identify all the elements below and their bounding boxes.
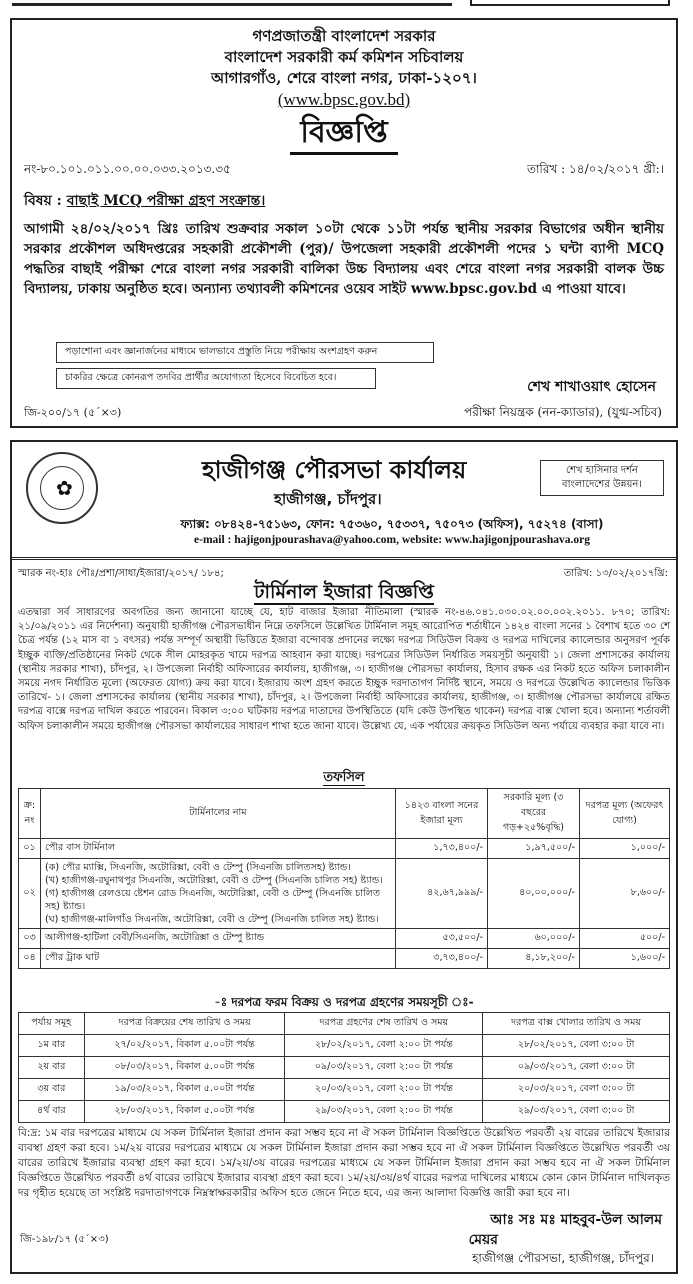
row-gov: ৬০,০০০/- [488,929,580,949]
row-gov: ১,৯৭,৫০০/- [488,839,580,859]
row-prev: ৫৩,৫০০/- [396,929,488,949]
bpsc-note-lobbying: চাকরির ক্ষেত্রে কোনরূপ তদবির প্রার্থীর অযোগ্যতা হিসেবে বিবেচিত হবে। [56,368,376,389]
row-name: পৌর বাস টার্মিনাল [41,839,396,859]
office-location: হাজীগঞ্জ, চাঁদপুর। [274,490,382,508]
row-sl: ০৪ [19,949,41,969]
cell-sale: ১৯/০৩/২০১৭, বিকাল ৫.০০টা পর্যন্ত [84,1079,285,1101]
row-fee: ১,০০০/- [580,839,670,859]
bpsc-signer-title: পরীক্ষা নিয়ন্ত্রক (নন-ক্যাডার), (যুগ্ম-সচিব) [464,405,662,419]
col-phase: পর্যায় সমূহ [19,1013,85,1035]
hajiganj-ad-code: জি-১৯৮/১৭ (৫´×৩) [20,1234,109,1245]
previous-ad-border [12,0,452,6]
bpsc-ad-code: জি-২০০/১৭ (৫´×৩) [24,406,122,419]
subject-prefix: বিষয় : [24,193,67,209]
bpsc-memo-no: নং-৮০.১০১.০১১.০০.০০.০৩৩.২০১৩.৩৫ [24,162,231,176]
notice-date: তারিখ: ১৩/০২/২০১৭খ্রি: [563,568,668,579]
slogan-box: শেখ হাসিনার দর্শন বাংলাদেশের উন্নয়ন। [540,460,664,496]
row-sl: ০১ [19,839,41,859]
row-sl: ০২ [19,859,41,929]
col-sl: ক্র: নং [19,789,41,839]
table-row [19,1057,670,1079]
col-sale-deadline: দরপত্র বিক্রয়ের শেষ তারিখ ও সময় [84,1013,285,1035]
row-prev: ৩,৭৩,৪০০/- [396,949,488,969]
schedule-table-header [19,1013,670,1035]
row-sl: ০৩ [19,929,41,949]
tender-schedule-heading: -ঃ দরপত্র ফরম বিক্রয় ও দরপত্র গ্রহণের সময়সূচী ঃ- [214,995,474,1009]
table-row [19,1079,670,1101]
row-name: (গ) হাজীগঞ্জ রেলওয়ে ষ্টেশন রোড সিএনজি, অটোরিক্সা, বেবী ও টেম্পু (সিএনজি চালিত সহ) ষ্ট্যান্ড। [45,888,380,912]
row-fee: ৮,৬০০/- [580,859,670,929]
cell-open: ২০/০৩/২০১৭, বেলা ৩:০০ টা [483,1079,670,1101]
row-name: (খ) হাজীগঞ্জ-রঘুনাথপুর সিএনজি, অটোরিক্সা, বেবী ও টেম্পু (সিএনজি চালিত সহ) ষ্ট্যান্ড। [45,875,383,886]
hajiganj-notice [10,440,678,1274]
previous-ad-box [470,0,670,6]
cell-phase: ১ম বার [19,1035,85,1057]
cell-phase: ৩য় বার [19,1079,85,1101]
col-terminal-name: টার্মিনালের নাম [41,789,396,839]
bpsc-title-wrap [12,114,676,155]
mayor-name: আঃ সঃ মঃ মাহবুব-উল আলম [490,1212,662,1228]
row-prev: ১,৭৩,৪০০/- [396,839,488,859]
cell-sale: ০৮/০৩/২০১৭, বিকাল ৫.০০টা পর্যন্ত [84,1057,285,1079]
cell-open: ০৯/০৩/২০১৭, বেলা ৩:০০ টা [483,1057,670,1079]
row-prev: ৪২,৬৭,৯৯৯/- [396,859,488,929]
bpsc-notice-title: বিজ্ঞপ্তি [290,114,397,155]
tender-body: এতদ্বারা সর্ব সাধারণের অবগতির জন্য জানানো যাচ্ছে যে, হাট বাজার ইজারা নীতিমালা (স্মারক নং-৪৬.০৪১.০৩০.০২.০০.০০২.২০১১. ৮৭০; তারিখ: ২১/০৯/২০১১ এর নির্দেশনা) অনুযায়ী হাজীগঞ্জ পৌরসভাধীন নিম্নে তফসিলে উল্লেখিত টার্মিনাল সমূহ আরোপিত শর্তাধীনে ১৪২৪ বাংলা সনের ১ বৈশাখ হতে ৩০ শে চৈত্র পর্যন্ত (১২ মাস বা ১ বৎসর) পর্যন্ত সম্পূর্ণ অস্থায়ী ভিত্তিতে ইজারা বন্দোবস্ত প্রদানের লক্ষ্যে দরপত্র সিডিউল বিক্রয় ও দরপত্র দাখিলের ক্যালেন্ডার অনুসরণ পূর্বক ইচ্ছুক ব্যক্তি/প্রতিষ্ঠানের নিকট থেকে সীল মোহরকৃত খামে দরপত্র আহবান করা যাচ্ছে। দরপত্রের সিডিউল নির্ধারিত সময়সূচী অনুযায়ী ১। জেলা প্রশাসকের কার্যালয় (স্থানীয় সরকার শাখা), চাঁদপুর, ২। উপজেলা নির্বাহী অফিসারের কার্যালয়, হাজীগঞ্জ, ৩। হাজীগঞ্জ পৌরসভা কার্যালয়, হিসাব রক্ষক এর নিকট হতে অফিস চলাকালীন সময়ে নগদ নির্ধারিত মূল্যে (অফেরত যোগ্য) ক্রয় করা যাবে। ইজারায় অংশ গ্রহণ করতে ইচ্ছুক দরদাতাগণ নির্দিষ্ট স্থানে, সময়ে ও দরপত্রে উল্লেখিত ক্যালেন্ডার ভিত্তিক তারিখে- ১। জেলা প্রশাসকের কার্যালয় (স্থানীয় সরকার শাখা), চাঁদপুর, ২। উপজেলা নির্বাহী অফিসারের কার্যালয়, হাজীগঞ্জ, ৩। হাজীগঞ্জ পৌরসভা কার্যালয়ে রক্ষিত দরপত্র বাক্সে দরপত্র দাখিল করতে পারবেন। বিকাল ৩:০০ ঘটিকায় দরপত্র দাতাদের উপস্থিতিতে (যদি কেউ উপস্থিত থাকেন) দরপত্র বাক্স খোলা হবে। অন্যান্য শর্তাবলী অফিস চলাকালীন সময়ে হাজীগঞ্জ পৌরসভা কার্যালয়ের সাধারণ শাখা হতে জানা যাবে। উল্লেখ্য যে, এক পর্যায়ের ক্রয়কৃত সিডিউল অন্য পর্যায়ে ব্যবহার করা যাবে না। [18,607,670,732]
mayor-office: হাজীগঞ্জ পৌরসভা, হাজীগঞ্জ, চাঁদপুর। [472,1251,654,1265]
row-name: (ঘ) হাজীগঞ্জ-মালিগাঁও সিএনজি, অটোরিক্সা, বেবী ও টেম্পু (সিএনজি চালিত সহ) ষ্ট্যান্ড। [45,914,379,925]
mayor-role: মেয়র [468,1232,498,1248]
table-row [19,929,670,949]
contact-phone: ফ্যাক্স: ০৮৪২৪-৭৫১৬৩, ফোন: ৭৫৩৬০, ৭৫৩৩৭, ৭৫০৭৩ (অফিস), ৭৫২৭৪ (বাসা) [180,517,604,531]
bpsc-body: আগামী ২৪/০২/২০১৭ খ্রিঃ তারিখ শুক্রবার সকাল ১০টা থেকে ১১টা পর্যন্ত স্থানীয় সরকার বিভাগের অধীন স্থানীয় সরকার প্রকৌশল অধিদপ্তরের সহকারী প্রকৌশলী (পুর)/ উপজেলা সহকারী প্রকৌশলী পদের ১ ঘন্টা ব্যাপী MCQ পদ্ধতির বাছাই পরীক্ষা শেরে বাংলা নগর সরকারী বালিকা উচ্চ বিদ্যালয় এবং শেরে বাংলা নগর সরকারী বালক উচ্চ বিদ্যালয়, ঢাকায় অনুষ্ঠিত হবে। অন্যান্য তথ্যাবলী কমিশনের ওয়েব সাইট www.bpsc.gov.bd এ পাওয়া যাবে। [24,221,664,297]
col-gov-price: সরকারি মূল্য (৩ বছরের গড়+২৫%বৃদ্ধি) [488,789,580,839]
bpsc-subject [12,181,676,213]
office-name: হাজীগঞ্জ পৌরসভা কার্যালয় [202,456,467,484]
row-name-list [41,859,396,929]
table-row [19,949,670,969]
row-gov: ৪০,০০,০০০/- [488,859,580,929]
schedule-heading: তফসিল [323,770,365,785]
bpsc-memo-row [12,155,676,181]
header-line-1: গণপ্রজাতন্ত্রী বাংলাদেশ সরকার [252,27,436,45]
pourashava-logo [26,452,98,524]
memo-no: স্মারক নং-হাঃ পৌঃ/প্রশা/সাধা/ইজারা/২০১৭/ ১৮৪; [18,568,224,579]
schedule-heading-wrap [12,768,676,789]
cell-submit: ২০/০৩/২০১৭, বেলা ২:০০ টা পর্যন্ত [285,1079,483,1101]
bpsc-signer: শেখ শাখাওয়াৎ হোসেন [527,379,656,395]
header-line-3: আগারগাঁও, শেরে বাংলা নগর, ঢাকা-১২০৭। [211,69,477,87]
cell-phase: ২য় বার [19,1057,85,1079]
col-submission-deadline: দরপত্র গ্রহণের শেষ তারিখ ও সময় [285,1013,483,1035]
tender-schedule-table [18,1012,670,1123]
row-gov: ৪,১৮,২০০/- [488,949,580,969]
subject-text: বাছাই MCQ পরীক্ষা গ্রহণ সংক্রান্ত। [66,193,266,209]
col-opening-time: দরপত্র বাক্স খোলার তারিখ ও সময় [483,1013,670,1035]
terminal-table [18,788,670,969]
cell-open: ২৯/০৩/২০১৭, বেলা ৩:০০ টা [483,1101,670,1123]
tender-title: টার্মিনাল ইজারা বিজ্ঞপ্তি [254,581,434,603]
table-row [19,1101,670,1123]
cell-phase: ৪র্থ বার [19,1101,85,1123]
table-row [19,859,670,929]
cell-submit: ২৯/০৩/২০১৭, বেলা ২:০০ টা পর্যন্ত [285,1101,483,1123]
row-name: পৌর ট্রাক ঘাট [41,949,396,969]
bpsc-date: তারিখ : ১৪/০২/২০১৭ খ্রী:। [526,162,664,176]
bpsc-note-preparation: পড়াশোনা এবং জ্ঞানার্জনের মাধ্যমে ভালভাবে প্রস্তুতি নিয়ে পরীক্ষায় অংশগ্রহণ করুন [56,342,434,363]
row-name: আলীগঞ্জ-হাটিলা বেবী/সিএনজি, অটোরিক্সা ও টেম্পু ষ্ট্যান্ড [41,929,396,949]
table-row [19,1035,670,1057]
tender-footnote: বি:দ্র: ১ম বার দরপত্রের মাধ্যমে যে সকল টার্মিনাল ইজারা প্রদান করা সম্ভব হবে না ঐ সকল টার্মিনাল বিজ্ঞপ্তিতে উল্লেখিত পরবর্তী ২য় বারের তারিখে ইজারার ব্যবস্থা গ্রহণ করা হবে। ১ম/২য় বারের দরপত্রের মাধ্যমে যে সকল টার্মিনাল ইজারা প্রদান করা সম্ভব হবে না ঐ সকল টার্মিনাল বিজ্ঞপ্তিতে উল্লেখিত পরবর্তী ৩য় বারের তারিখে ইজারার ব্যবস্থা গ্রহণ করা হবে। ১ম/২য়/৩য় বারের দরপত্রের মাধ্যমে যে সকল টার্মিনাল ইজারা প্রদান করা সম্ভব হবে না ঐ সকল টার্মিনাল বিজ্ঞপ্তিতে উল্লেখিত পরবর্তী ৪র্থ বারের তারিখে ইজারার ব্যবস্থা গ্রহণ করা হবে। ১ম/২য়/৩য়/৪র্থ বারের দরপত্র দাখিলের মাধ্যমে কোন কোন টার্মিনাল দাখিলকৃত দর গৃহীত হয়েছে তা সংশ্লিষ্ট দরদাতাগণকে নিম্নস্বাক্ষরকারীর অফিস হতে জেনে নিতে হবে, এর জন্য আলাদা বিজ্ঞপ্তি জারী করা হবে না। [18,1127,670,1199]
terminal-table-header [19,789,670,839]
row-name: (ক) পৌর ম্যাক্সি, সিএনজি, অটোরিক্সা, বেবী ও টেম্পু (সিএনজি চালিতসহ) ষ্ট্যান্ড। [45,862,351,873]
logo-emblem-icon: ✿ [56,476,73,500]
header-line-2: বাংলাদেশ সরকারী কর্ম কমিশন সচিবালয় [224,48,464,66]
bpsc-notice [10,18,678,428]
bpsc-website[interactable]: (www.bpsc.gov.bd) [277,90,411,109]
header-divider [12,557,676,560]
col-prev-lease: ১৪২৩ বাংলা সনের ইজারা মূল্য [396,789,488,839]
cell-open: ২৮/০২/২০১৭, বেলা ৩:০০ টা [483,1035,670,1057]
row-fee: ৫০০/- [580,929,670,949]
previous-ad-strip [0,0,693,12]
col-tender-fee: দরপত্র মূল্য (অফেরৎ যোগ্য) [580,789,670,839]
bpsc-header [12,26,676,110]
cell-submit: ২৮/০২/২০১৭, বেলা ২:০০ টা পর্যন্ত [285,1035,483,1057]
row-fee: ১,৬০০/- [580,949,670,969]
cell-sale: ২৮/০৩/২০১৭, বিকাল ৫.০০টা পর্যন্ত [84,1101,285,1123]
contact-web[interactable]: e-mail : hajigonjpourashava@yahoo.com, website: www.hajigonjpourashava.org [194,534,590,546]
cell-sale: ২৭/০২/২০১৭, বিকাল ৫.০০টা পর্যন্ত [84,1035,285,1057]
cell-submit: ০৯/০৩/২০১৭, বেলা ২:০০ টা পর্যন্ত [285,1057,483,1079]
table-row [19,839,670,859]
